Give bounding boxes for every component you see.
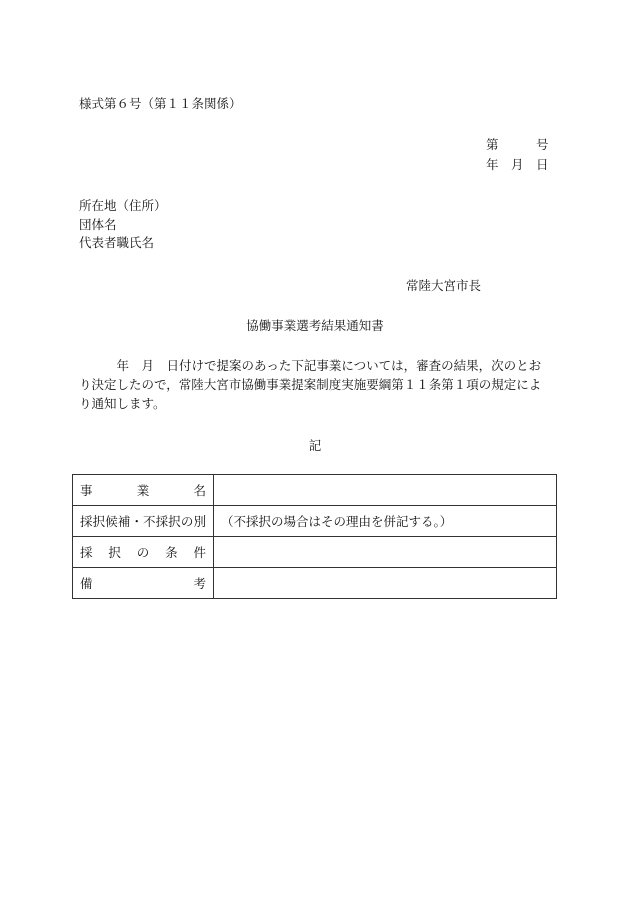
- row-label-conditions: 採択の条件: [73, 537, 214, 568]
- document-title: 協働事業選考結果通知書: [246, 318, 384, 333]
- document-number: 第 号: [486, 137, 549, 152]
- row-value-conditions: [214, 537, 557, 568]
- result-table: [72, 474, 557, 599]
- row-value-project-name: [214, 475, 557, 506]
- table-row: [73, 537, 557, 568]
- body-text: 年 月 日付けで提案のあった下記事業については，審査の結果，次のとおり決定したので，常陸大宮市協働事業提案制度実施要綱第１１条第１項の規定により通知します。: [79, 358, 542, 411]
- form-number: 様式第６号（第１１条関係）: [79, 96, 242, 111]
- body-paragraph: [79, 356, 551, 413]
- row-label-remarks: 備考: [73, 568, 214, 599]
- recipient-representative-label: 代表者職氏名: [79, 235, 155, 250]
- recipient-organization-label: 団体名: [79, 216, 117, 232]
- recipient-address-label: 所在地（住所）: [79, 198, 167, 213]
- document-date: 年 月 日: [486, 157, 549, 172]
- row-label-project-name: 事業名: [73, 475, 214, 506]
- recipient-block: [79, 197, 167, 253]
- table-row: [73, 475, 557, 506]
- ki-heading: 記: [308, 438, 322, 453]
- row-label-adoption-status: 採択候補・不採択の別: [73, 506, 214, 537]
- table-row: [73, 568, 557, 599]
- row-value-remarks: [214, 568, 557, 599]
- row-value-adoption-status: （不採択の場合はその理由を併記する。）: [214, 506, 557, 537]
- sender-name: 常陸大宮市長: [406, 278, 482, 293]
- table-row: [73, 506, 557, 537]
